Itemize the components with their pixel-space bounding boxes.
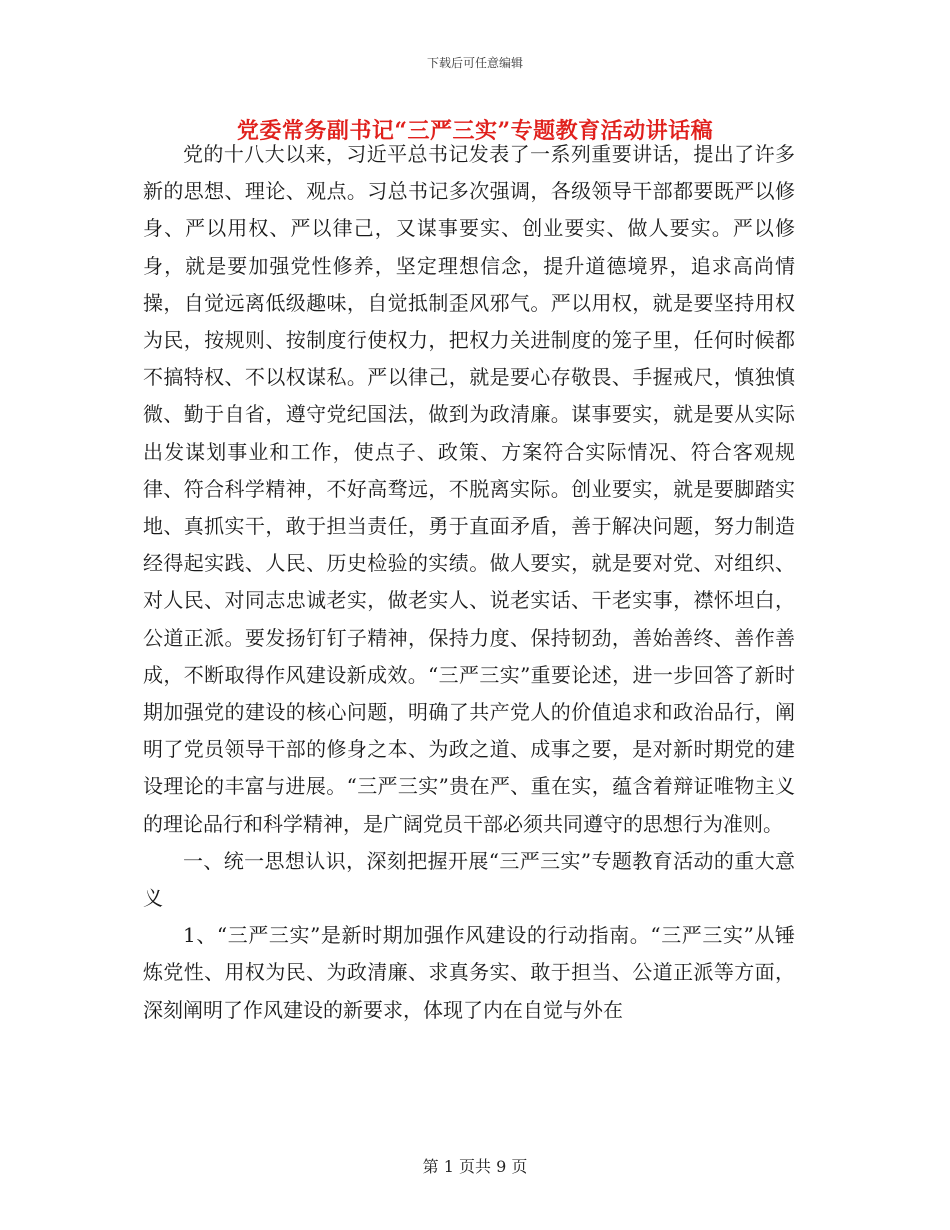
paragraph-point-1: 1、“三严三实”是新时期加强作风建设的行动指南。“三严三实”从锤炼党性、用权为民、为政清廉、求真务实、敢于担当、公道正派等方面，深刻阐明了作风建设的新要求，体现了内在自觉与外在 xyxy=(143,923,795,1022)
page-header-note: 下载后可任意编辑 xyxy=(426,56,523,70)
paragraph-section-heading: 一、统一思想认识，深刻把握开展“三严三实”专题教育活动的重大意义 xyxy=(143,848,795,911)
page-number: 第 1 页共 9 页 xyxy=(422,1157,528,1176)
paragraph-intro: 党的十八大以来，习近平总书记发表了一系列重要讲话，提出了许多新的思想、理论、观点。习总书记多次强调，各级领导干部都要既严以修身、严以用权、严以律己，又谋事要实、创业要实、做人要实。严以修身，就是要加强党性修养，坚定理想信念，提升道德境界，追求高尚情操，自觉远离低级趣味，自觉抵制歪风邪气。严以用权，就是要坚持用权为民，按规则、按制度行使权力，把权力关进制度的笼子里，任何时候都不搞特权、不以权谋私。严以律己，就是要心存敬畏、手握戒尺，慎独慎微、勤于自省，遵守党纪国法，做到为政清廉。谋事要实，就是要从实际出发谋划事业和工作，使点子、政策、方案符合实际情况、符合客观规律、符合科学精神，不好高骛远，不脱离实际。创业要实，就是要脚踏实地、真抓实干，敢于担当责任，勇于直面矛盾，善于解决问题，努力制造经得起实践、人民、历史检验的实绩。做人要实，就是要对党、对组织、对人民、对同志忠诚老实，做老实人、说老实话、干老实事，襟怀坦白，公道正派。要发扬钉钉子精神，保持力度、保持韧劲，善始善终、善作善成，不断取得作风建设新成效。“三严三实”重要论述，进一步回答了新时期加强党的建设的核心问题，明确了共产党人的价值追求和政治品行，阐明了党员领导干部的修身之本、为政之道、成事之要，是对新时期党的建设理论的丰富与进展。“三严三实”贵在严、重在实，蕴含着辩证唯物主义的理论品行和科学精神，是广阔党员干部必须共同遵守的思想行为准则。 xyxy=(143,142,795,836)
document-body xyxy=(143,136,795,1029)
document-title: 党委常务副书记“三严三实”专题教育活动讲话稿 xyxy=(236,118,714,144)
